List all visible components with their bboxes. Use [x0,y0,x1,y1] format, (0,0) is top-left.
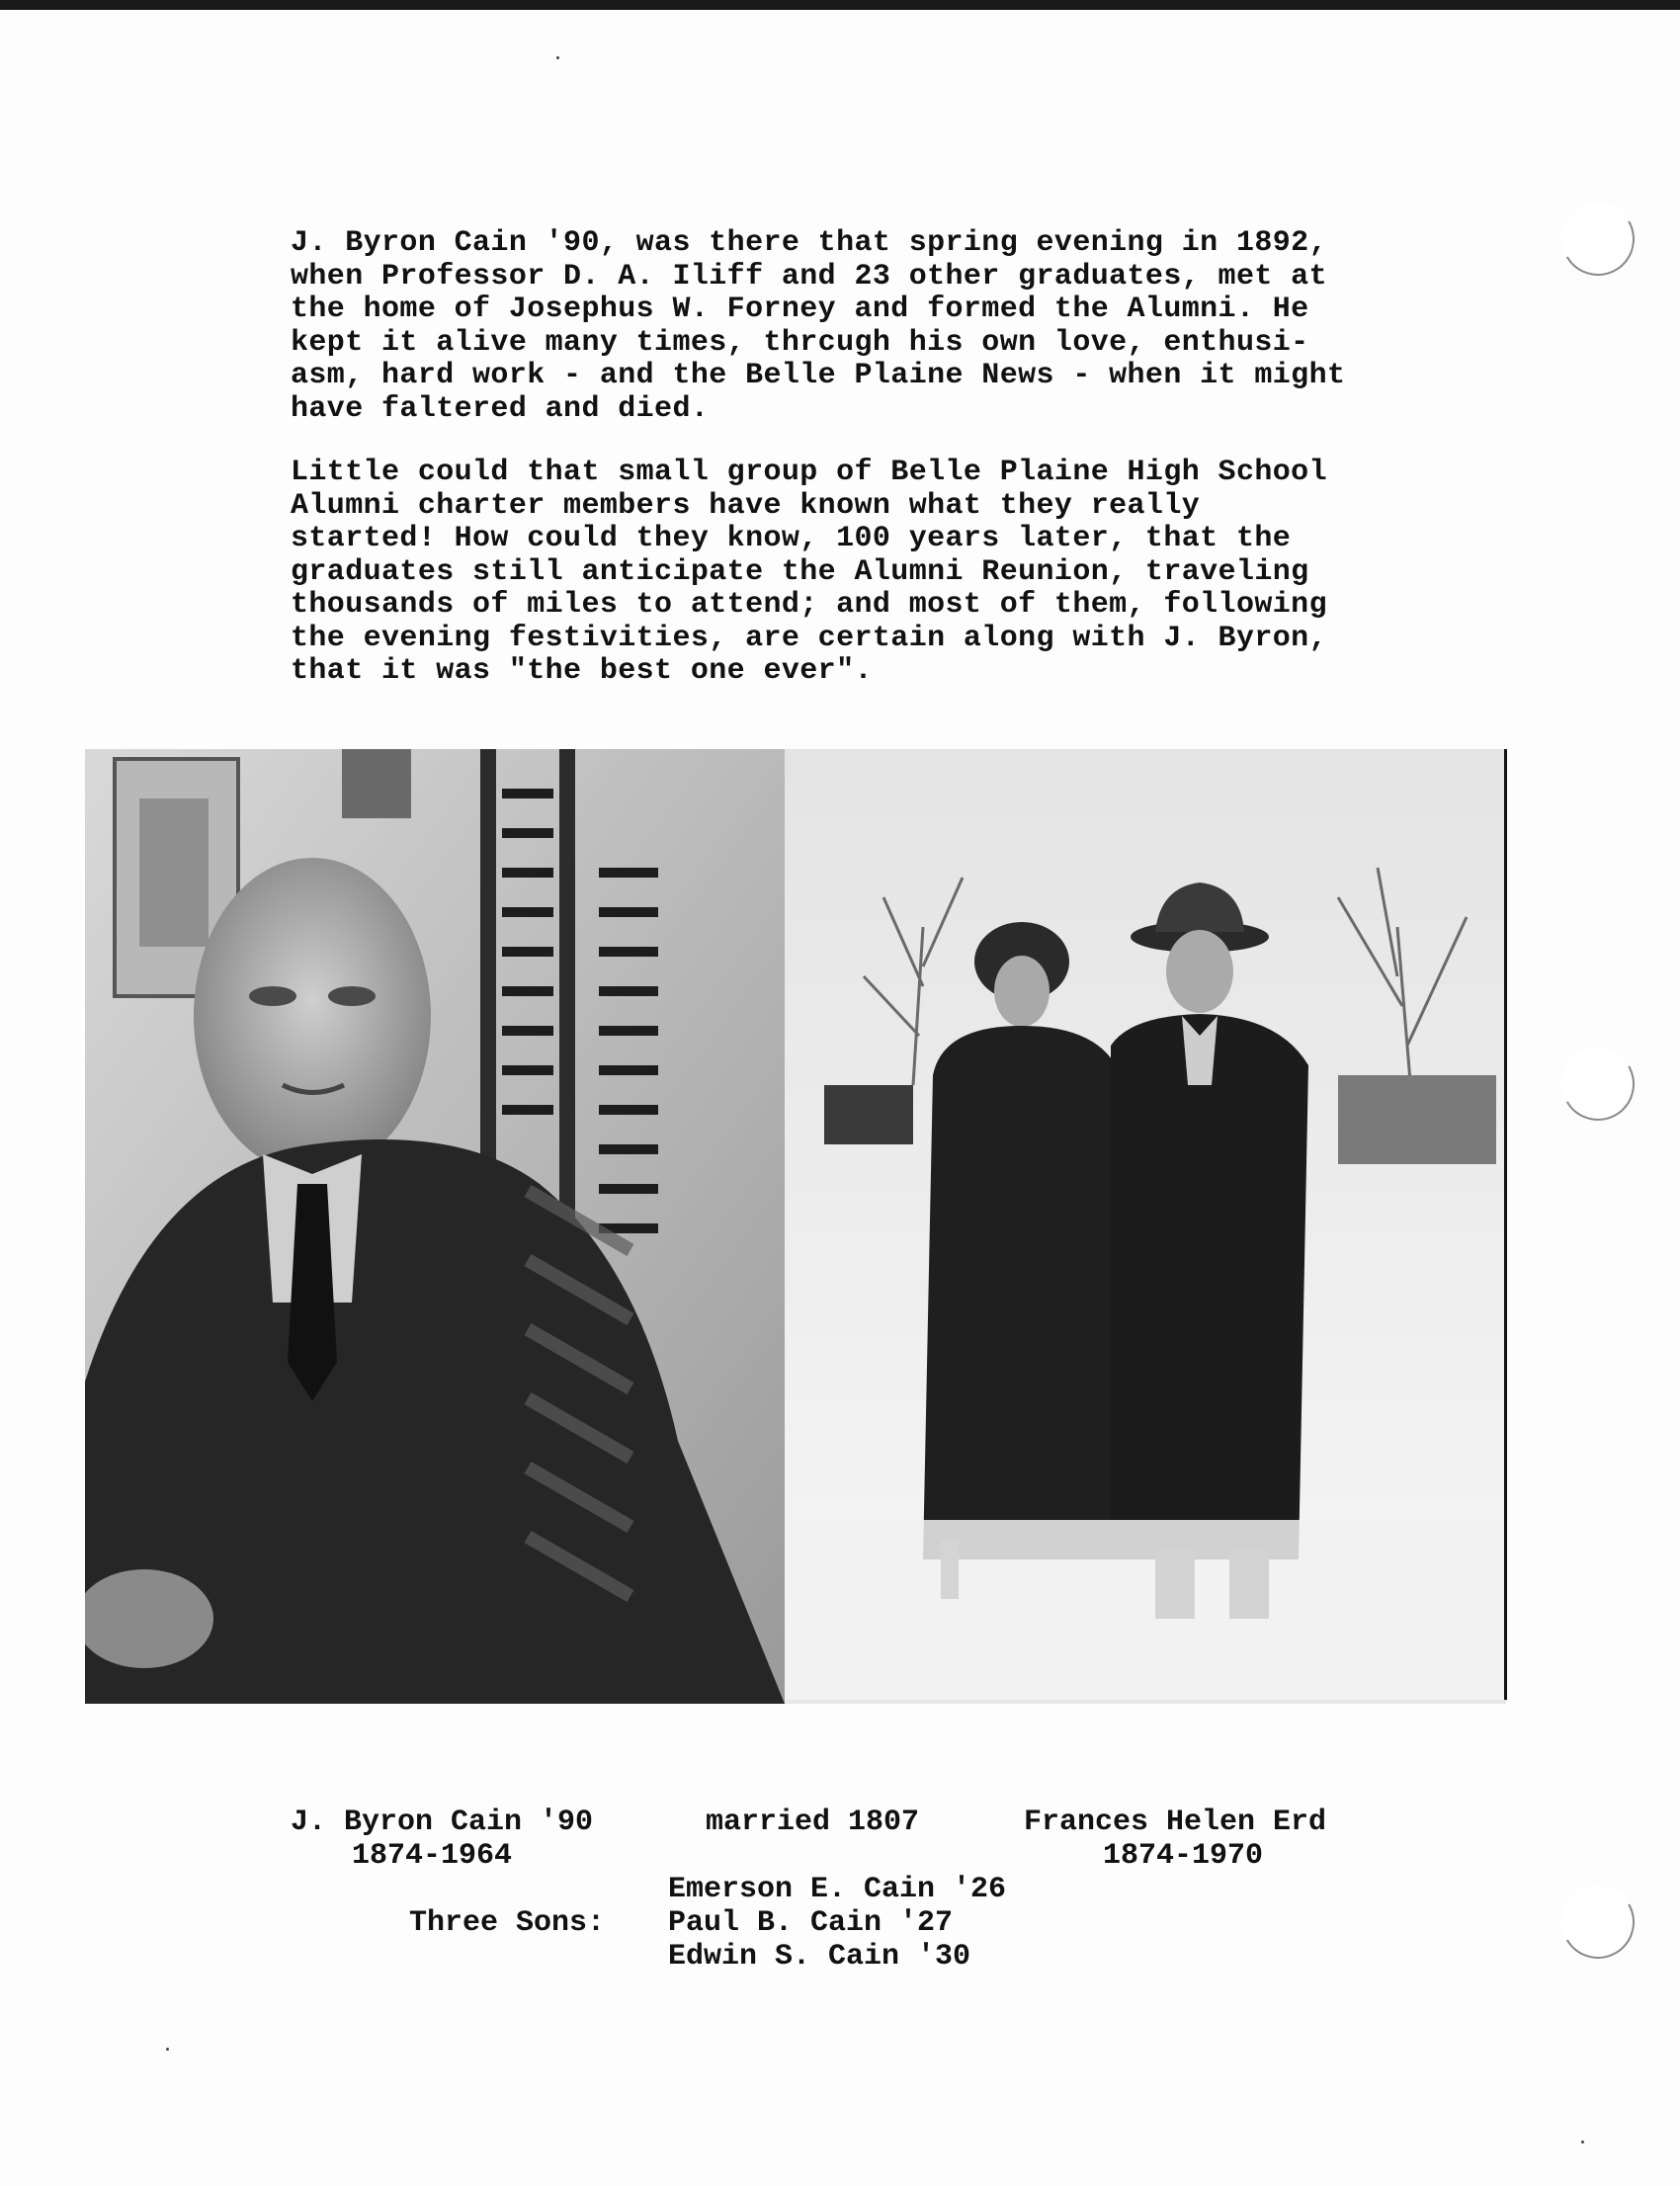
punch-hole [1554,1878,1643,1968]
scan-speck [166,2048,169,2051]
husband-years: 1874-1964 [352,1839,513,1873]
couple-photo [785,749,1507,1700]
son-name: Edwin S. Cain '30 [668,1940,971,1974]
son-name: Paul B. Cain '27 [668,1906,954,1940]
wife-years: 1874-1970 [1103,1839,1264,1873]
body-paragraph-1: J. Byron Cain '90, was there that spring evening in 1892, when Professor D. A. Iliff and 23 other graduates, met at the home of Josephus W. Forney and formed the Alumni. He kept it alive many times, thrcugh his own love, enthusi- asm, hard work - and the Belle Plaine News - when it might have faltered and died. [291,226,1346,426]
scan-top-edge [0,0,1680,10]
portrait-photo [85,749,785,1704]
sons-label: Three Sons: [409,1906,606,1940]
wife-name: Frances Helen Erd [1024,1806,1327,1839]
punch-hole [1554,195,1643,285]
body-paragraph-2: Little could that small group of Belle Plaine High School Alumni charter members have known what they really started! How could they know, 100 years later, that the graduates still anticipate the Alumni Reunion, traveling thousands of miles to attend; and most of them, following the evening festivities, are certain along with J. Byron, that it was "the best one ever". [291,456,1327,688]
scan-speck [556,56,559,59]
son-name: Emerson E. Cain '26 [668,1873,1007,1906]
married-note: married 1807 [706,1806,920,1839]
punch-hole [1554,1040,1643,1130]
husband-name: J. Byron Cain '90 [291,1806,594,1839]
scan-speck [1581,2141,1584,2144]
